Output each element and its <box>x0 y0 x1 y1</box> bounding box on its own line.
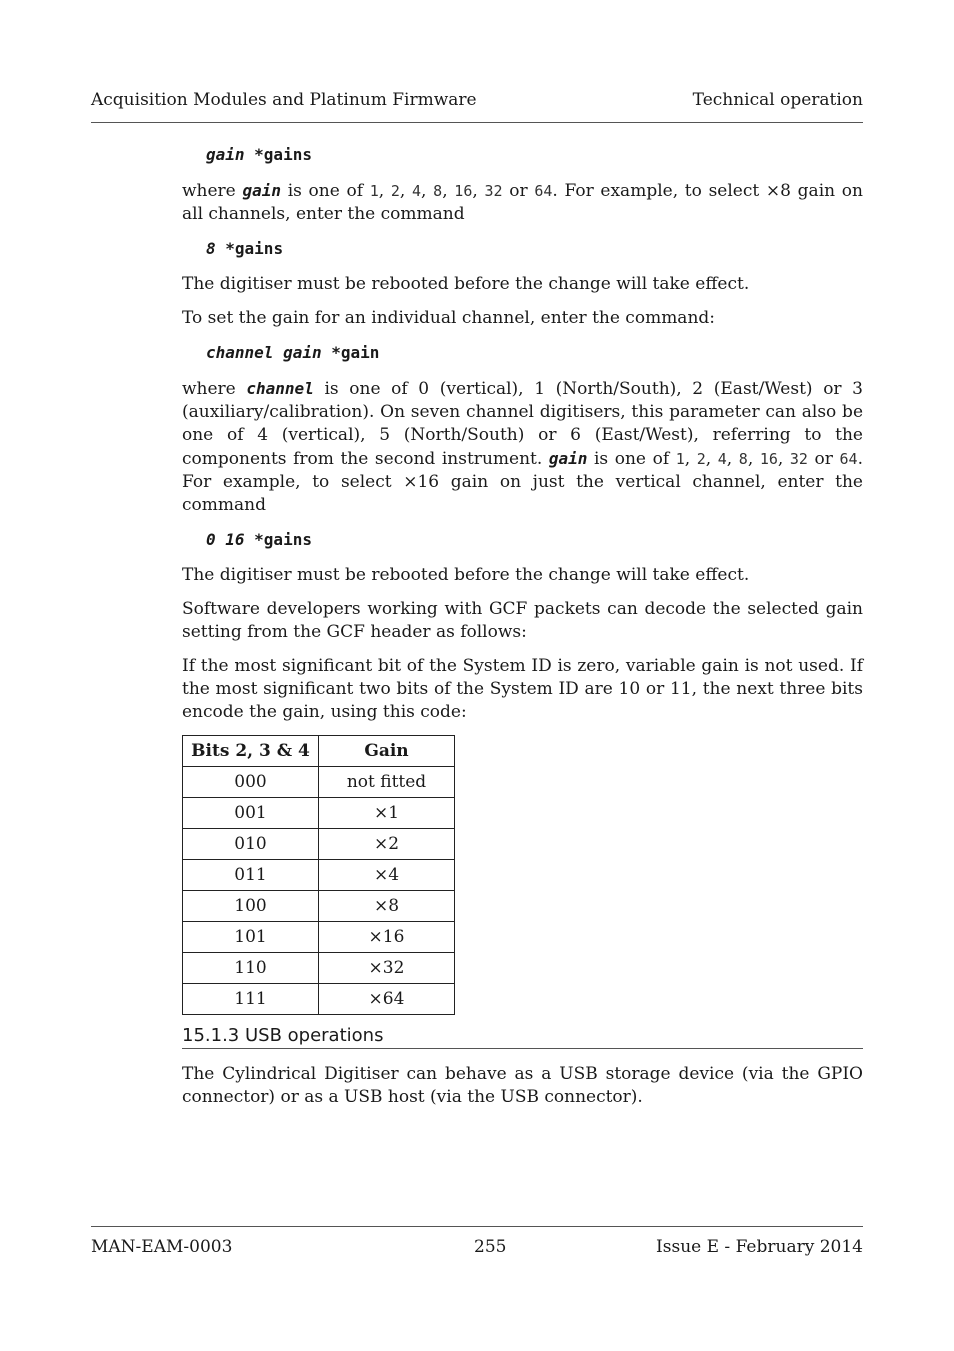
table-row: 010 ×2 <box>183 829 455 860</box>
section-heading: 15.1.3 USB operations <box>182 1025 863 1049</box>
page-content <box>182 143 863 1120</box>
paragraph: Software developers working with GCF packets can decode the selected gain setting from the GCF header as follows: <box>182 599 863 642</box>
table-row: 100 ×8 <box>183 891 455 922</box>
page-number: 255 <box>474 1237 507 1257</box>
keyword: gain <box>242 181 281 200</box>
gain-code-table <box>182 735 455 1015</box>
keyword: channel <box>246 379 314 398</box>
command-example: 0 16 *gains <box>206 530 312 549</box>
command-example: 8 *gains <box>206 239 284 258</box>
paragraph: The Cylindrical Digitiser can behave as a USB storage device (via the GPIO connector) or as a USB host (via the USB connector). <box>182 1064 863 1107</box>
paragraph: The digitiser must be rebooted before the change will take effect. <box>182 274 750 294</box>
table-header-row <box>183 736 455 767</box>
header-section: Technical operation <box>692 90 863 110</box>
paragraph: where gain is one of 1, 2, 4, 8, 16, 32 or 64. For example, to select ×8 gain on all channels, enter the command <box>182 181 863 224</box>
table-row: 110 ×32 <box>183 953 455 984</box>
column-header: Gain <box>319 736 455 767</box>
document-id: MAN-EAM-0003 <box>91 1237 233 1257</box>
paragraph: The digitiser must be rebooted before the change will take effect. <box>182 565 750 585</box>
column-header: Bits 2, 3 & 4 <box>183 736 319 767</box>
table-row: 001 ×1 <box>183 798 455 829</box>
issue-date: Issue E - February 2014 <box>656 1237 863 1257</box>
paragraph: If the most significant bit of the System ID is zero, variable gain is not used. If the most significant two bits of the System ID are 10 or 11, the next three bits encode the gain, using this code: <box>182 656 863 722</box>
page-header <box>91 88 863 123</box>
table-row: 101 ×16 <box>183 922 455 953</box>
paragraph: To set the gain for an individual channel, enter the command: <box>182 308 716 328</box>
table-row: 011 ×4 <box>183 860 455 891</box>
header-title: Acquisition Modules and Platinum Firmware <box>91 90 477 110</box>
page-footer <box>91 1226 863 1257</box>
table-row: 000 not fitted <box>183 767 455 798</box>
paragraph: where channel is one of 0 (vertical), 1 (North/South), 2 (East/West) or 3 (auxiliary/calibration). On seven channel digitisers, this parameter can also be one of 4 (vertical), 5 (North/South) or 6 (East/West), referring to the components from the second instrument. gain is one of 1, 2, 4, 8, 16, 32 or 64. For example, to select ×16 gain on just the vertical channel, enter the command <box>182 379 864 515</box>
command-example: channel gain *gain <box>206 343 380 362</box>
command-example: gain *gains <box>206 145 312 164</box>
table-row: 111 ×64 <box>183 984 455 1015</box>
keyword: gain <box>548 449 588 468</box>
